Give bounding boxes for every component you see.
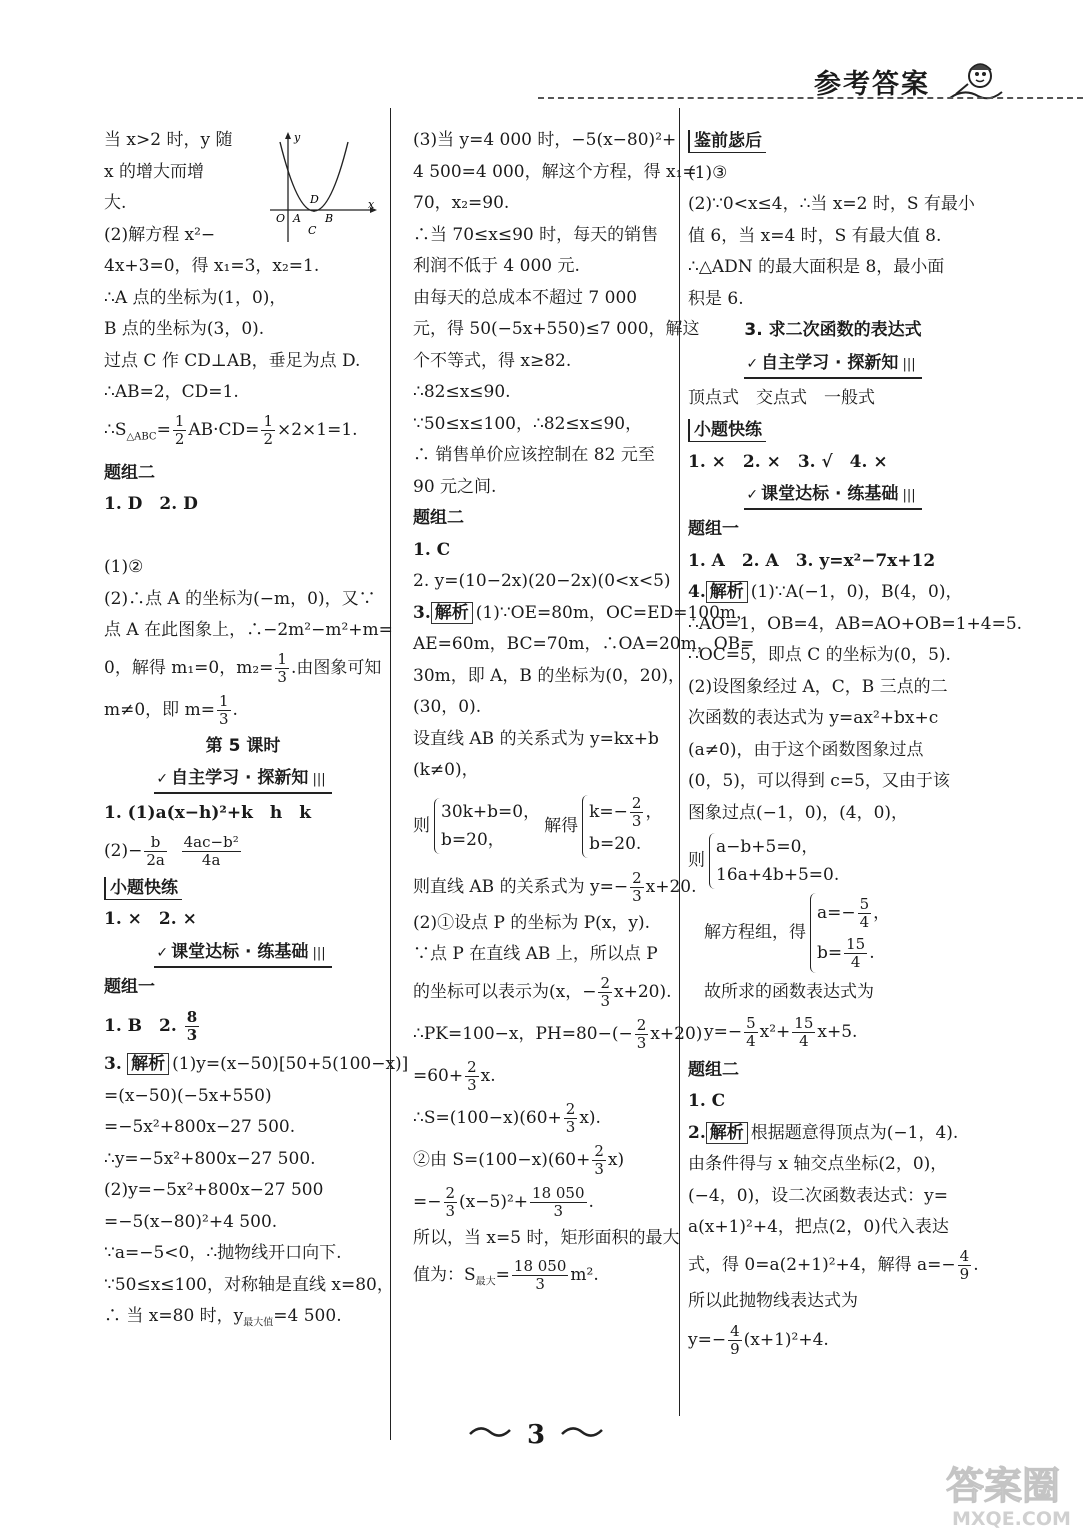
text-line: =(x−50)(−5x+550) <box>104 1085 272 1106</box>
header-divider <box>538 97 1083 99</box>
point-a-label: A <box>293 212 301 225</box>
text-line: 90 元之间. <box>413 476 497 497</box>
group-heading: 题组二 <box>104 462 155 483</box>
text-line: ∴AB=2，CD=1. <box>104 382 239 402</box>
text-line: 利润不低于 4 000 元. <box>413 256 580 276</box>
text-line: 所以此抛物线表达式为 <box>688 1290 858 1311</box>
text-line: (30，0). <box>413 697 482 717</box>
text-line: 4x+3=0，得 x₁=3，x₂=1. <box>104 256 320 276</box>
text-line: ∵50≤x≤100，对称轴是直线 x=80， <box>104 1274 394 1295</box>
text-line: 70，x₂=90. <box>413 193 510 213</box>
analysis-line: 3. 解析 (1)y=(x−50)[50+5(100−x)] <box>104 1054 409 1075</box>
text-line: 元，得 50(−5x+550)≤7 000，解这 <box>413 319 700 339</box>
text-line: x 的增大而增 <box>104 161 204 182</box>
text-line: m≠0，即 m= $\frac{1}{3}$ . <box>104 691 238 728</box>
group-heading: 题组二 <box>413 508 464 528</box>
analysis-tag: 解析 <box>706 581 748 603</box>
text-line: (2)∵0<x≤4，∴当 x=2 时，S 有最小 <box>688 194 975 214</box>
watermark-domain: MXQE.COM <box>952 1508 1071 1530</box>
text-line: ∴y=−5x²+800x−27 500. <box>104 1148 316 1169</box>
analysis-line: 4. 解析 (1)∵A(−1，0)，B(4，0)， <box>688 582 963 602</box>
text-line: 顶点式 交点式 一般式 <box>688 387 875 408</box>
area-formula: $\therefore S_{\triangle ABC}=$ $\frac{1}{2}$ AB·CD= $\frac{1}{2}$ ×2×1=1. <box>104 411 358 448</box>
text-line: (2)y=−5x²+800x−27 500 <box>104 1180 324 1201</box>
watermark-logo-icon <box>938 1455 1078 1530</box>
text-line: ∴PK=100−x，PH=80−(− $\frac{2}{3}$ x+20) <box>413 1015 703 1052</box>
section-banner: ✓ 课堂达标 · 练基础 ||| <box>744 482 921 510</box>
text-line: =60+ $\frac{2}{3}$ x. <box>413 1057 496 1094</box>
text-line: (a≠0)，由于这个函数图象过点 <box>688 739 924 760</box>
text-line: 图象过点(−1，0)，(4，0)， <box>688 802 909 823</box>
text-line: 由每天的总成本不超过 7 000 <box>413 287 638 308</box>
text-line: (k≠0)， <box>413 760 479 780</box>
group-heading: 题组一 <box>104 976 155 997</box>
text-line: (2)解方程 x²− <box>104 224 216 245</box>
text-line: 由条件得与 x 轴交点坐标(2，0)， <box>688 1154 948 1174</box>
text-line: =−5(x−80)²+4 500. <box>104 1211 278 1232</box>
text-line: (−4，0)，设二次函数表达式：y= <box>688 1185 948 1206</box>
text-line: ∵a=−5<0，∴抛物线开口向下. <box>104 1243 342 1264</box>
text-line: 值为：$S_{最大}=$ $\frac{18 050}{3}$ m². <box>413 1257 599 1293</box>
text-line: B 点的坐标为(3，0). <box>104 319 265 339</box>
text-line: y=− $\frac{4}{9}$ (x+1)²+4. <box>688 1322 829 1358</box>
answer-line: 1. × 2. × <box>104 909 197 930</box>
origin-label: O <box>276 212 286 225</box>
point-d-label: D <box>310 193 319 206</box>
text-line: ∴A 点的坐标为(1，0)， <box>104 287 287 308</box>
text-line: (0，5)，可以得到 c=5，又由于该 <box>688 771 950 791</box>
text-line: AE=60m，BC=70m，∴OA=20m，OB= <box>413 634 755 654</box>
answer-line: 2. y=(10−2x)(20−2x)(0<x<5) <box>413 571 671 591</box>
text-line: 当 x>2 时，y 随 <box>104 130 233 150</box>
analysis-tag: 解析 <box>431 602 473 624</box>
text-line: ∵50≤x≤100，∴82≤x≤90， <box>413 413 643 434</box>
text-line: 30m，即 A，B 的坐标为(0，20)， <box>413 665 686 686</box>
point-c-label: C <box>308 224 317 237</box>
column-1 <box>104 125 409 1339</box>
section-banner: ✓ 自主学习 · 探新知 ||| <box>154 766 331 794</box>
group-heading: 题组一 <box>688 519 739 539</box>
column-divider <box>390 108 391 1440</box>
text-line: 式，得 0=a(2+1)²+4，解得 a=− $\frac{4}{9}$ . <box>688 1246 979 1283</box>
answer-line: 1. (1)a(x−h)²+k h k <box>104 803 312 824</box>
answer-line: 1. C <box>413 539 451 560</box>
header-title: 参考答案 <box>814 69 930 100</box>
section-banner: ✓ 自主学习 · 探新知 ||| <box>744 351 921 379</box>
text-line: 故所求的函数表达式为 <box>704 982 874 1002</box>
analysis-line: 3. 解析 (1)∵OE=80m，OC=ED=100m， <box>413 602 754 623</box>
text-line: ∴ 当 x=80 时，$y_{最大值}=4$ 500. <box>104 1306 342 1329</box>
page-number: 3 <box>527 1420 546 1450</box>
text-line: ∴△ADN 的最大面积是 8，最小面 <box>688 257 945 277</box>
text-line: 过点 C 作 CD⊥AB，垂足为点 D. <box>104 350 361 371</box>
point-b-label: B <box>325 212 334 225</box>
text-line: 积是 6. <box>688 288 744 309</box>
text-line: (1)② <box>104 557 144 578</box>
text-line: ∴82≤x≤90. <box>413 382 511 402</box>
section-title: 3. 求二次函数的表达式 <box>744 320 922 340</box>
text-line: 设直线 AB 的关系式为 y=kx+b <box>413 728 659 749</box>
text-line: y=− $\frac{5}{4}$ x²+ $\frac{15}{4}$ x+5. <box>704 1013 858 1050</box>
section-label: 鉴前毖后 <box>688 130 766 153</box>
analysis-tag: 解析 <box>127 1053 169 1075</box>
text-line: ∴ 销售单价应该控制在 82 元至 <box>413 445 655 465</box>
text-line: =− $\frac{2}{3}$ (x−5)²+ $\frac{18 050}{3}$ . <box>413 1183 594 1220</box>
analysis-tag: 解析 <box>706 1122 748 1144</box>
quick-practice-label: 小题快练 <box>104 877 182 900</box>
answer-line: 1. × 2. × 3. √ 4. × <box>688 451 888 472</box>
y-axis-label: y <box>294 131 301 144</box>
column-divider <box>679 108 680 1416</box>
text-line: (1)③ <box>688 162 728 183</box>
equation-system: 则 a−b+5=0， 16a+4b+5=0. <box>688 833 978 889</box>
column-3 <box>688 125 1023 1363</box>
lesson-title: 第 5 课时 <box>205 735 281 756</box>
x-axis-label: x <box>368 198 375 211</box>
text-line: 则直线 AB 的关系式为 y=− $\frac{2}{3}$ x+20. <box>413 868 697 905</box>
answer-line: 1. C <box>688 1091 726 1111</box>
text-line: ∴当 70≤x≤90 时，每天的销售 <box>413 224 659 245</box>
text-line: a(x+1)²+4，把点(2，0)代入表达 <box>688 1217 949 1237</box>
equation-solution: 解方程组，得 a=− $\frac{5}{4}$ ， b= $\frac{15}{4}$ . <box>704 895 891 971</box>
text-line: 所以，当 x=5 时，矩形面积的最大 <box>413 1227 680 1248</box>
text-line: (3)当 y=4 000 时，−5(x−80)²+ <box>413 130 677 150</box>
analysis-line: 2. 解析 根据题意得顶点为(−1，4). <box>688 1122 959 1143</box>
text-line: 点 A 在此图象上，∴−2m²−m²+m= <box>104 620 393 641</box>
answer-line: 1. B 2. $\frac{8}{3}$ <box>104 1008 198 1045</box>
section-banner: ✓ 课堂达标 · 练基础 ||| <box>154 940 331 968</box>
answer-line: 1. D 2. D <box>104 494 198 515</box>
text-line: ∴OC=5，即点 C 的坐标为(0，5). <box>688 645 951 665</box>
group-heading: 题组二 <box>688 1059 739 1080</box>
text-line: =−5x²+800x−27 500. <box>104 1117 296 1138</box>
text-line: 大. <box>104 193 127 213</box>
text-line: 0，解得 m₁=0，m₂= $\frac{1}{3}$ .由图象可知 <box>104 649 382 686</box>
equation-system: 则 30k+b=0， b=20， 解得 k=− $\frac{2}{3}$ ， b=20. <box>413 795 679 858</box>
text-line: 次函数的表达式为 y=ax²+bx+c <box>688 708 939 728</box>
text-line: 个不等式，得 x≥82. <box>413 350 572 371</box>
watermark-text: 答案圈 <box>946 1463 1061 1508</box>
quick-practice-label: 小题快练 <box>688 419 766 442</box>
text-line: ∴S=(100−x)(60+ $\frac{2}{3}$ x). <box>413 1099 601 1136</box>
text-line: ②由 S=(100−x)(60+ $\frac{2}{3}$ x) <box>413 1141 625 1178</box>
text-line: ∴AO=1，OB=4，AB=AO+OB=1+4=5. <box>688 613 1023 634</box>
text-line: 的坐标可以表示为(x，− $\frac{2}{3}$ x+20). <box>413 973 672 1010</box>
text-line: (2)①设点 P 的坐标为 P(x，y). <box>413 912 651 933</box>
answer-line: 1. A 2. A 3. y=x²−7x+12 <box>688 550 936 571</box>
text-line: (2)∴点 A 的坐标为(−m，0)，又∵ <box>104 588 376 609</box>
answer-line: (2)− $\frac{b}{2a}$ $\frac{\text{4ac−b²}}{4a}$ <box>104 832 239 869</box>
text-line: (2)设图象经过 A，C，B 三点的二 <box>688 676 948 697</box>
text-line: 4 500=4 000，解这个方程，得 x₁= <box>413 161 697 182</box>
text-line: 值 6，当 x=4 时，S 有最大值 8. <box>688 225 942 246</box>
text-line: ∵点 P 在直线 AB 上，所以点 P <box>413 944 658 964</box>
